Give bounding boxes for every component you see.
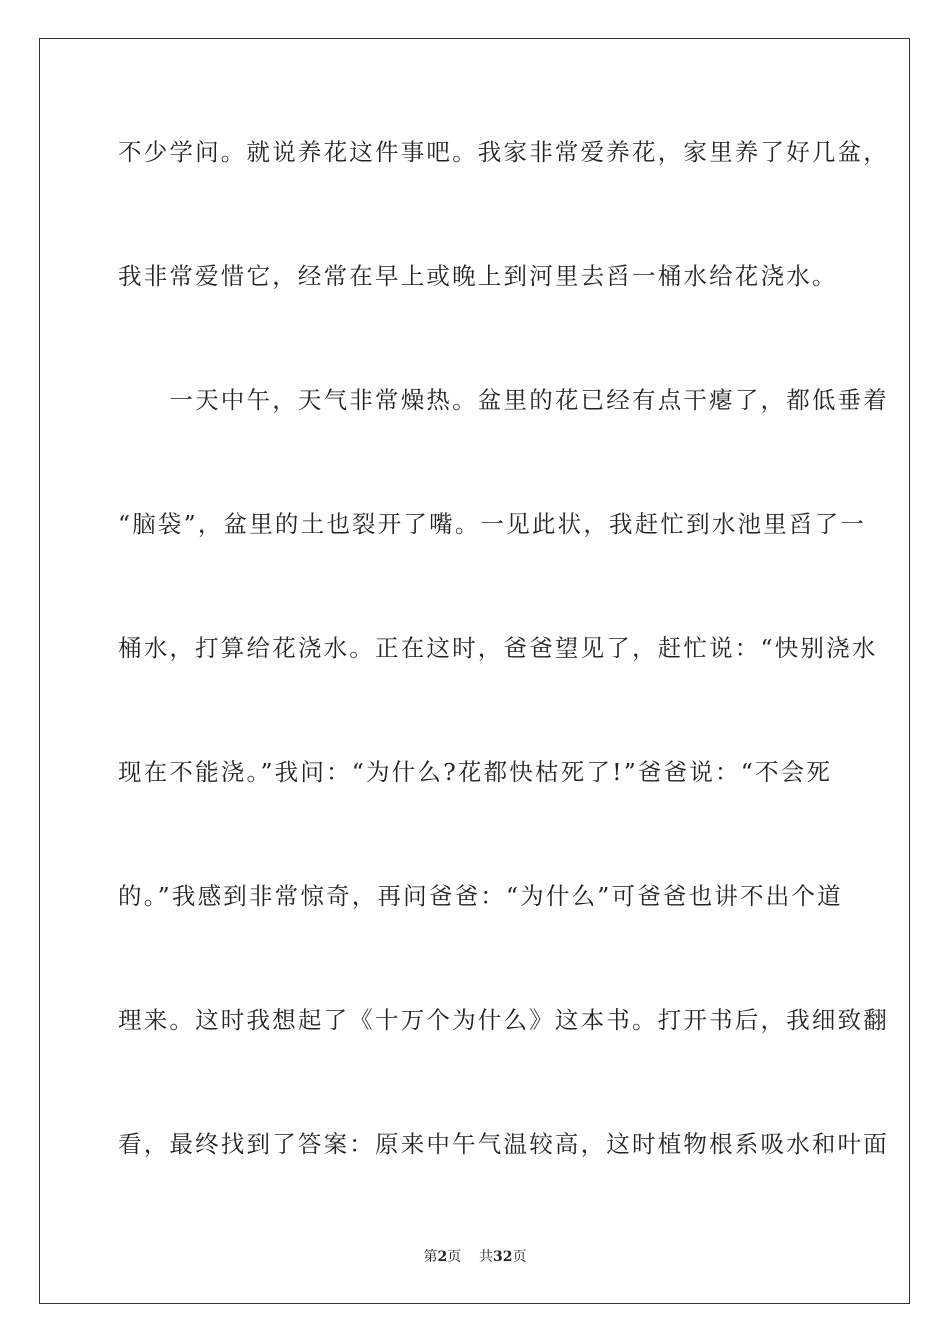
text-line-7: 的。”我感到非常惊奇，再问爸爸：“为什么”可爸爸也讲不出个道 bbox=[118, 882, 843, 910]
footer-page-suffix: 页 bbox=[447, 1249, 462, 1265]
footer-page-number: 2 bbox=[437, 1249, 448, 1265]
text-line-4: “脑袋”，盆里的土也裂开了嘴。一见此状，我赶忙到水池里舀了一 bbox=[118, 510, 867, 538]
footer-total-pages: 32 bbox=[493, 1249, 513, 1265]
footer-page-prefix: 第 bbox=[423, 1249, 438, 1265]
text-line-2: 我非常爱惜它，经常在早上或晚上到河里去舀一桶水给花浇水。 bbox=[118, 262, 838, 290]
text-line-6: 现在不能浇。”我问：“为什么?花都快枯死了!”爸爸说：“不会死 bbox=[118, 758, 833, 786]
page-frame bbox=[39, 38, 910, 1304]
text-line-3: 一天中午，天气非常燥热。盆里的花已经有点干瘪了，都低垂着 bbox=[118, 386, 889, 414]
footer-total-suffix: 页 bbox=[512, 1249, 527, 1265]
page-footer bbox=[0, 1246, 950, 1266]
text-line-8: 理来。这时我想起了《十万个为什么》这本书。打开书后，我细致翻 bbox=[118, 1006, 889, 1034]
text-line-1: 不少学问。就说养花这件事吧。我家非常爱养花，家里养了好几盆， bbox=[118, 138, 889, 166]
text-line-5: 桶水，打算给花浇水。正在这时，爸爸望见了，赶忙说：“快别浇水 bbox=[118, 634, 878, 662]
footer-total-prefix: 共 bbox=[479, 1249, 494, 1265]
text-line-9: 看，最终找到了答案：原来中午气温较高，这时植物根系吸水和叶面 bbox=[118, 1130, 889, 1158]
